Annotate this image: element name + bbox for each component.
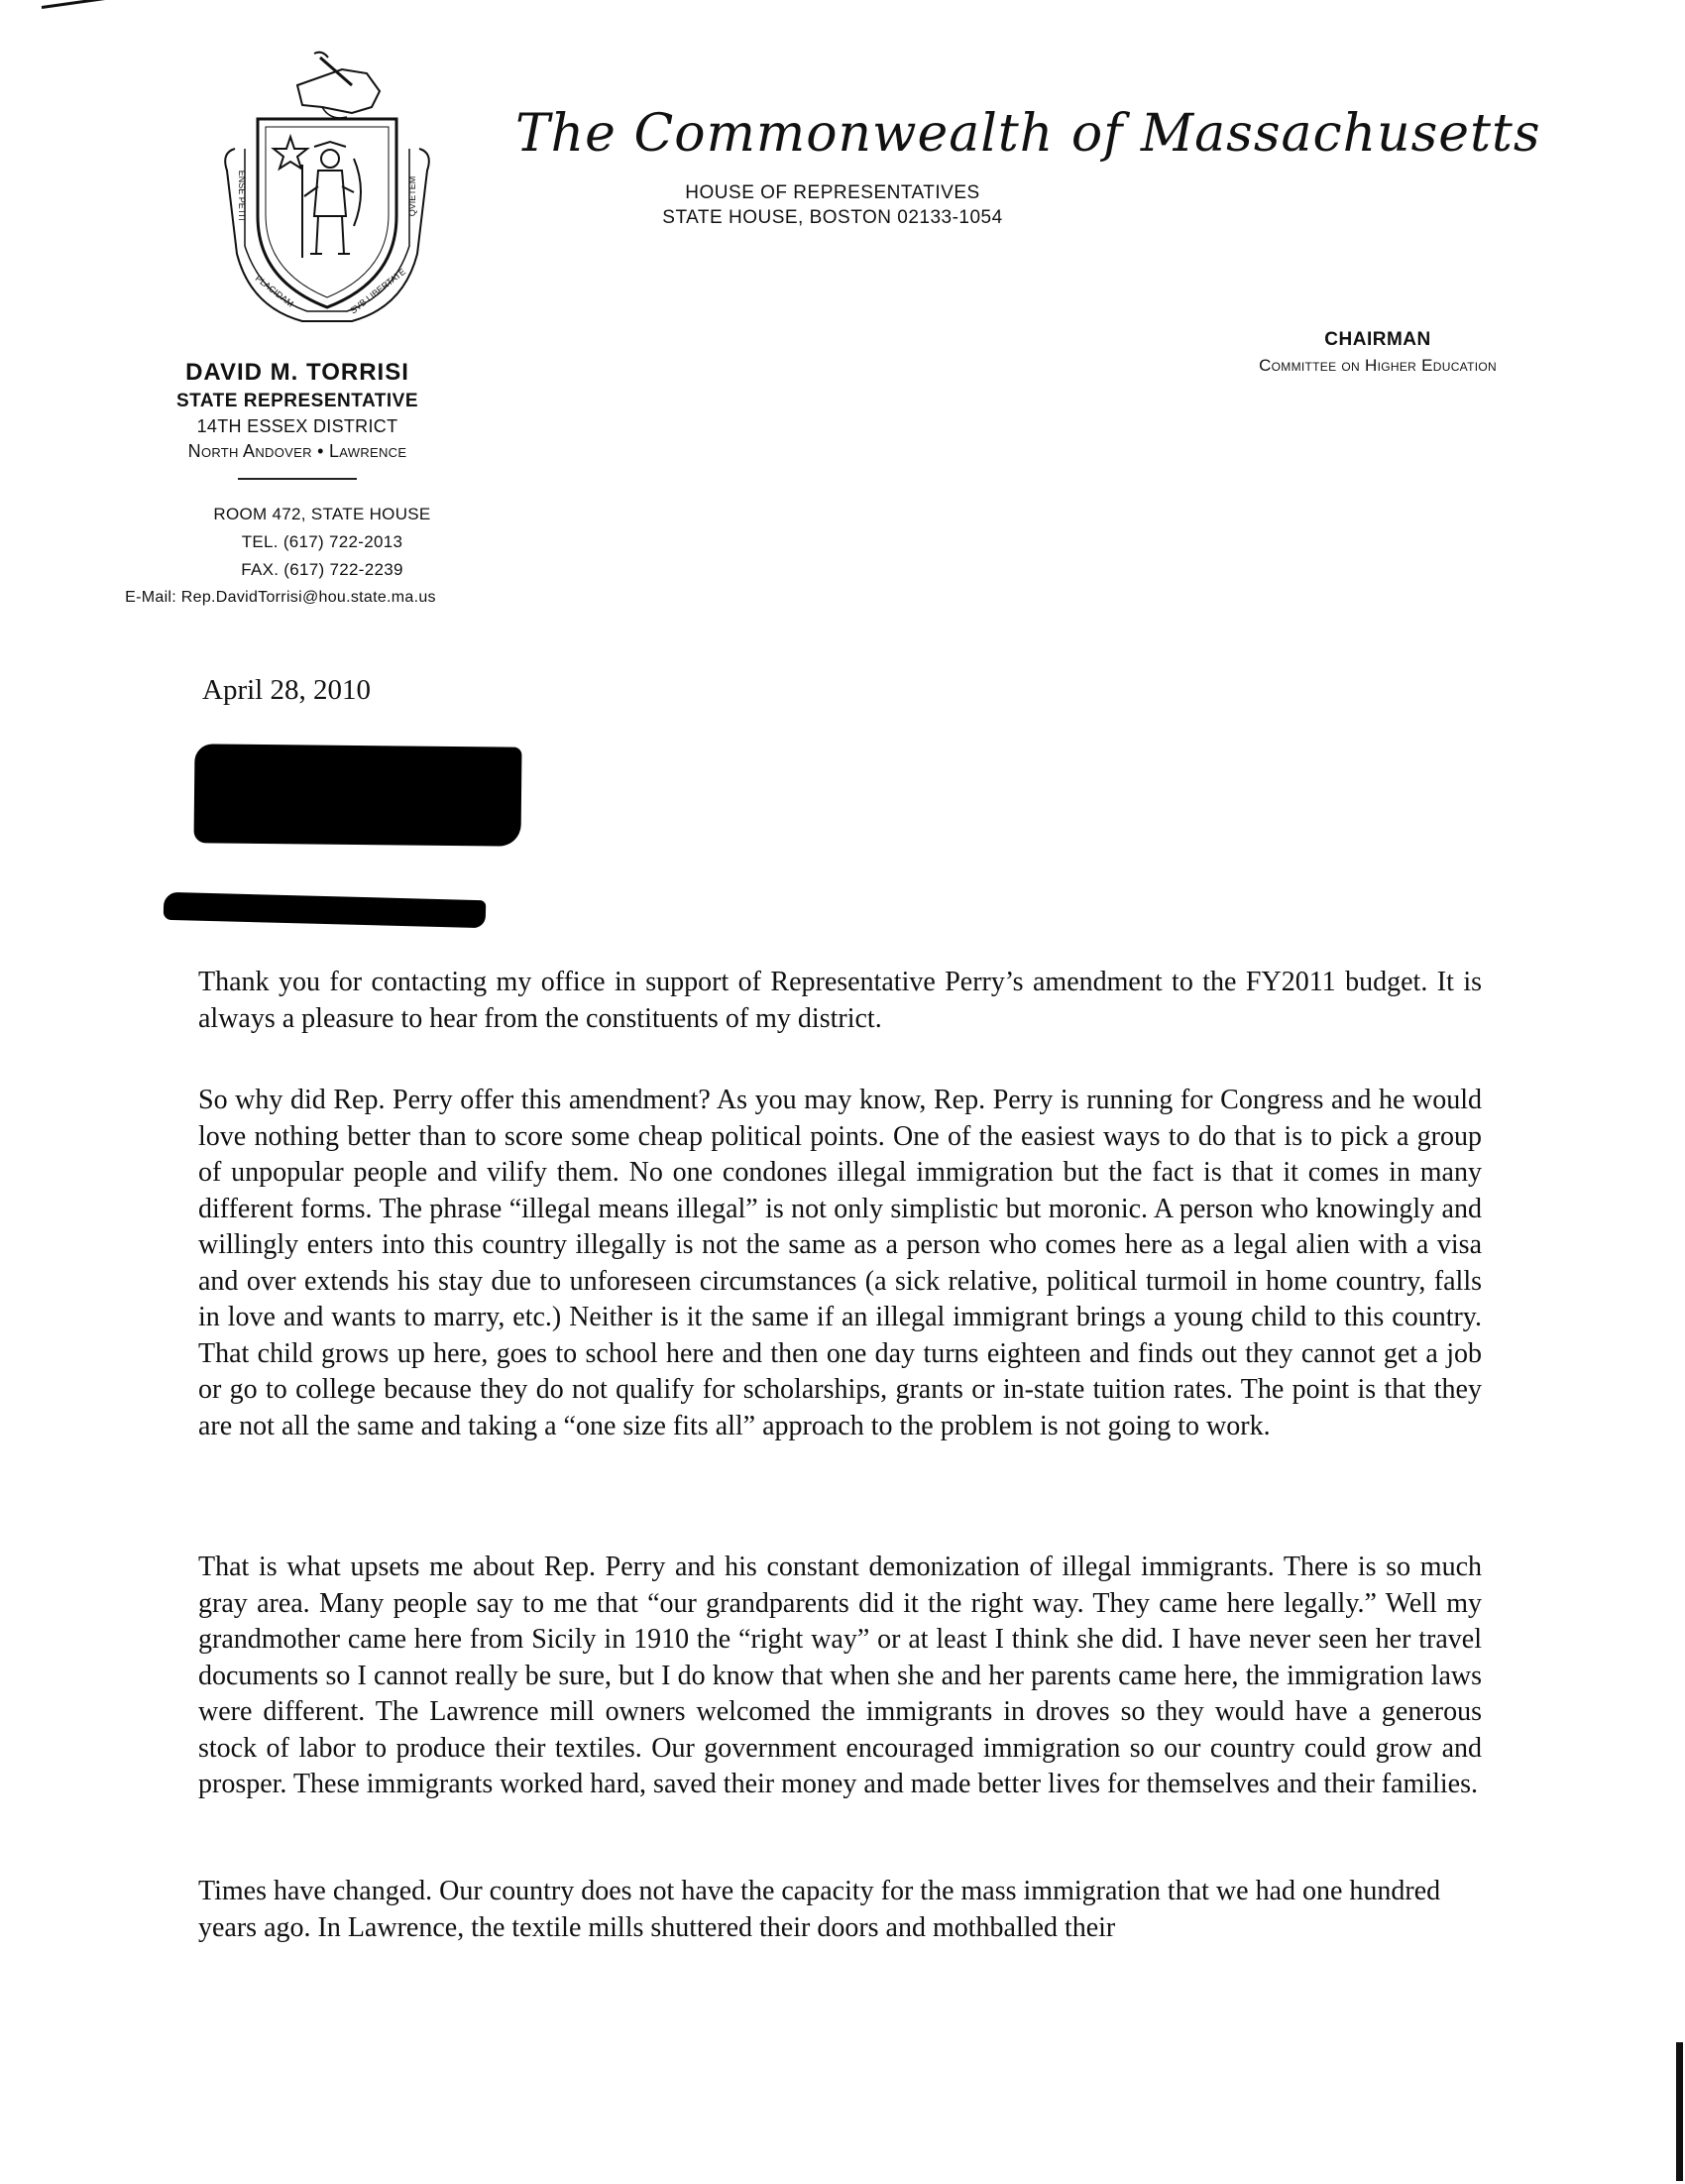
letterhead-title: The Commonwealth of Massachusetts (515, 104, 1541, 164)
contact-room: ROOM 472, STATE HOUSE (213, 505, 431, 523)
redacted-recipient-address (193, 744, 521, 846)
contact-block (99, 501, 545, 612)
seal-motto-bottom-right: SVB LIBERTATE (348, 266, 408, 316)
seal-motto-bottom-left: PLACIDAM (253, 273, 296, 309)
contact-fax: FAX. (617) 722-2239 (241, 560, 403, 579)
contact-tel: TEL. (617) 722-2013 (241, 532, 403, 551)
scan-edge-mark (1676, 2042, 1683, 2181)
representative-block (99, 359, 496, 498)
representative-title: STATE REPRESENTATIVE (175, 391, 418, 411)
letterhead-address-line: STATE HOUSE, BOSTON 02133-1054 (662, 207, 1003, 228)
representative-name: DAVID M. TORRISI (185, 359, 409, 386)
committee-title: CHAIRMAN (1324, 329, 1431, 350)
letter-paragraph-3: That is what upsets me about Rep. Perry and his constant demonization of illegal immigrants. There is so much gray area. Many people say to me that “our grandparents did it the right way. They came here legally.” Well my grandmother came here from Sicily in 1910 the “right way” or at least I think she did. I have never seen her travel documents so I cannot really be sure, but I do know that when she and her parents came here, the immigration laws were different. The Lawrence mill owners welcomed the immigrants in droves so they would have a generous stock of labor to produce their textiles. Our government encouraged immigration so our country could grow and prosper. These immigrants worked hard, saved their money and made better lives for themselves and their families. (198, 1552, 1482, 1799)
seal-motto-right: QVIETEM (407, 175, 417, 217)
letter-paragraph-1: Thank you for contacting my office in support of Representative Perry’s amendment to the FY2011 budget. It is always a pleasure to hear from the constituents of my district. (198, 967, 1482, 1034)
representative-towns: North Andover • Lawrence (187, 441, 407, 461)
header-divider (238, 478, 357, 480)
massachusetts-seal-icon (203, 48, 451, 325)
letterhead-house-line: HOUSE OF REPRESENTATIVES (685, 182, 980, 203)
committee-name: Committee on Higher Education (1259, 356, 1497, 375)
representative-district: 14TH ESSEX DISTRICT (196, 416, 398, 436)
seal-motto-left: ENSE PETIT (237, 170, 247, 223)
redacted-salutation (164, 892, 487, 928)
letter-paragraph-2: So why did Rep. Perry offer this amendment? As you may know, Rep. Perry is running for Congress and he would love nothing better than to score some cheap political points. One of the easiest ways to do that is to pick a group of unpopular people and vilify them. No one condones illegal immigration but the fact is that it comes in many different forms. The phrase “illegal means illegal” is not only simplistic but moronic. A person who knowingly and willingly enters into this country illegally is not the same as a person who comes here as a legal alien with a visa and over extends his stay due to unforeseen circumstances (a sick relative, political turmoil in home country, falls in love and wants to marry, etc.) Neither is it the same if an illegal immigrant brings a young child to this country. That child grows up here, goes to school here and then one day turns eighteen and finds out they cannot get a job or go to college because they do not qualify for scholarships, grants or in-state tuition rates. The point is that they are not all the same and taking a “one size fits all” approach to the problem is not going to work. (198, 1085, 1482, 1441)
contact-email: E-Mail: Rep.DavidTorrisi@hou.state.ma.us (125, 589, 436, 606)
letterhead-address (555, 180, 1110, 230)
committee-block (1180, 329, 1576, 376)
letter-date: April 28, 2010 (202, 674, 371, 706)
scan-pen-mark (42, 0, 165, 9)
letter-paragraph-4: Times have changed. Our country does not have the capacity for the mass immigration that we had one hundred years ago. In Lawrence, the textile mills shuttered their doors and mothballed their (198, 1876, 1441, 1943)
